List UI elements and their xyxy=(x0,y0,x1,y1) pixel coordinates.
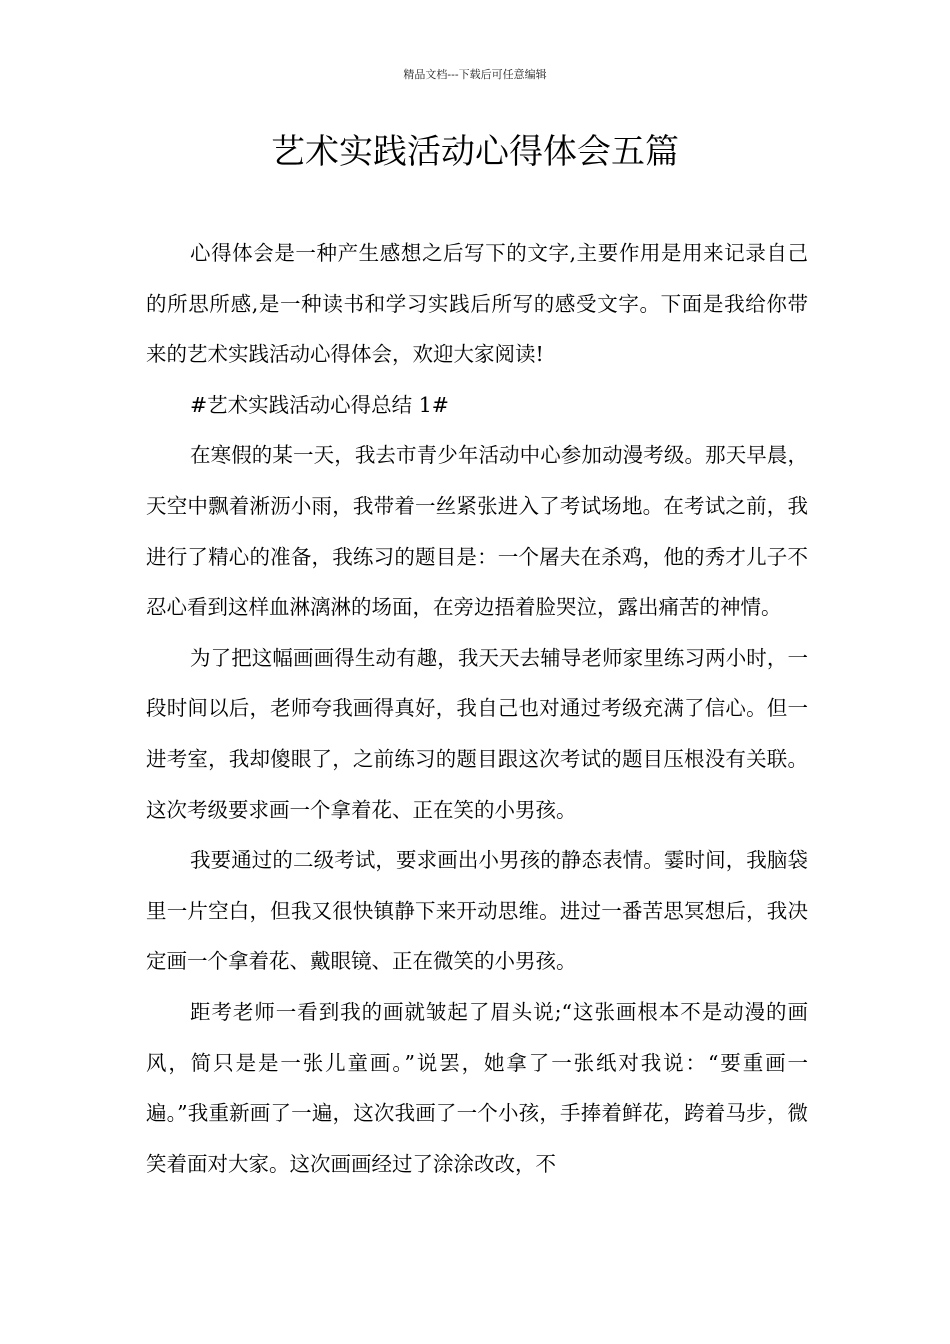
section-heading: #艺术实践活动心得总结 1# xyxy=(190,392,449,417)
header-note: 精品文档---下载后可任意编辑 xyxy=(403,68,547,81)
paragraph-intro: 心得体会是一种产生感想之后写下的文字,主要作用是用来记录自己的所思所感,是一种读书和学习实践后所写的感受文字。下面是我给你带来的艺术实践活动心得体会，欢迎大家阅读! xyxy=(146,241,808,367)
document-body xyxy=(146,228,808,1189)
paragraph: 距考老师一看到我的画就皱起了眉头说;“这张画根本不是动漫的画风，简只是是一张儿童画。”说罢，她拿了一张纸对我说：“要重画一遍。”我重新画了一遍，这次我画了一个小孩，手捧着鲜花，跨着马步，微笑着面对大家。这次画画经过了涂涂改改，不 xyxy=(146,999,808,1176)
paragraph: 我要通过的二级考试，要求画出小男孩的静态表情。霎时间，我脑袋里一片空白，但我又很快镇静下来开动思维。进过一番苦思冥想后，我决定画一个拿着花、戴眼镜、正在微笑的小男孩。 xyxy=(146,848,808,974)
paragraph: 在寒假的某一天，我去市青少年活动中心参加动漫考级。那天早晨，天空中飘着淅沥小雨，我带着一丝紧张进入了考试场地。在考试之前，我进行了精心的准备，我练习的题目是：一个屠夫在杀鸡，他的秀才儿子不忍心看到这样血淋漓淋的场面，在旁边捂着脸哭泣，露出痛苦的神情。 xyxy=(146,443,808,620)
document-title: 艺术实践活动心得体会五篇 xyxy=(271,132,679,172)
paragraph: 为了把这幅画画得生动有趣，我天天去辅导老师家里练习两小时，一段时间以后，老师夸我画得真好，我自己也对通过考级充满了信心。但一进考室，我却傻眼了，之前练习的题目跟这次考试的题目压根没有关联。这次考级要求画一个拿着花、正在笑的小男孩。 xyxy=(146,645,808,822)
